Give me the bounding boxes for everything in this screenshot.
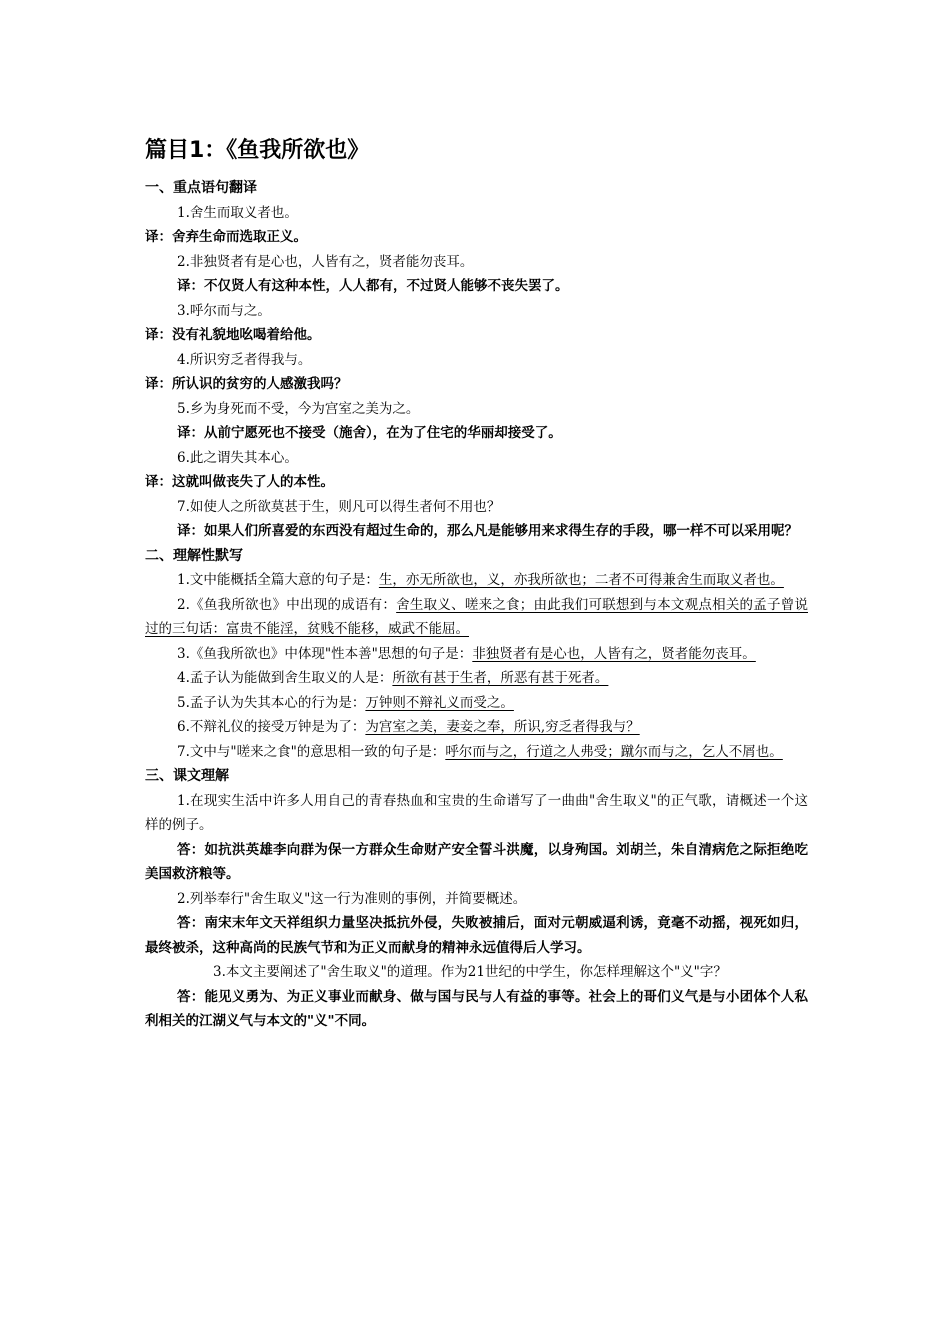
understanding-question: 2.列举奉行"舍生取义"这一行为准则的事例，并简要概述。 xyxy=(177,890,527,907)
document-page xyxy=(145,136,808,1034)
recitation-answer: 万钟则不辩礼义而受之。 xyxy=(365,694,514,711)
recitation-answer: 生，亦无所欲也，义，亦我所欲也；二者不可得兼舍生而取义者也。 xyxy=(378,572,784,588)
translation-question: 2.非独贤者有是心也，人皆有之，贤者能勿丧耳。 xyxy=(177,253,474,270)
translation-answer: 译：所认识的贫穷的人感激我吗？ xyxy=(145,376,348,392)
recitation-question: 2.《鱼我所欲也》中出现的成语有： xyxy=(177,596,397,613)
recitation-item xyxy=(145,593,808,642)
translation-answer: 译：舍弃生命而选取正义。 xyxy=(145,229,307,245)
page-title: 篇目1：《鱼我所欲也》 xyxy=(145,138,370,163)
recitation-item xyxy=(145,691,808,716)
understanding-answer: 答：能见义勇为、为正义事业而献身、做与国与民与人有益的事等。社会上的哥们义气是与小团体个人私利相关的江湖义气与本文的"义"不同。 xyxy=(145,988,808,1029)
recitation-answer: 所欲有甚于生者，所恶有甚于死者。 xyxy=(392,670,609,686)
translation-answer: 译：不仅贤人有这种本性，人人都有，不过贤人能够不丧失罢了。 xyxy=(177,278,569,294)
section-heading-translation: 一、重点语句翻译 xyxy=(145,180,257,196)
recitation-question: 7.文中与"嗟来之食"的意思相一致的句子是： xyxy=(177,743,446,760)
translation-question: 7.如使人之所欲莫甚于生，则凡可以得生者何不用也？ xyxy=(177,498,501,515)
translation-answer: 译：如果人们所喜爱的东西没有超过生命的，那么凡是能够用来求得生存的手段，哪一样不可以采用呢？ xyxy=(177,523,798,539)
recitation-question: 4.孟子认为能做到舍生取义的人是： xyxy=(177,670,393,686)
section-heading-recitation: 二、理解性默写 xyxy=(145,547,243,564)
understanding-question: 3.本文主要阐述了"舍生取义"的道理。作为21世纪的中学生，你怎样理解这个"义"字？ xyxy=(213,964,727,980)
understanding-answer: 答：如抗洪英雄李向群为保一方群众生命财产安全誓斗洪魔，以身殉国。刘胡兰，朱自清病危之际拒绝吃美国救济粮等。 xyxy=(145,841,808,882)
recitation-question: 6.不辩礼仪的接受万钟是为了： xyxy=(177,719,366,735)
section-heading-understanding: 三、课文理解 xyxy=(145,768,229,784)
translation-question: 5.乡为身死而不受，今为宫室之美为之。 xyxy=(177,400,420,417)
translation-answer: 译：这就叫做丧失了人的本性。 xyxy=(145,474,334,490)
recitation-item xyxy=(145,666,808,691)
recitation-question: 3.《鱼我所欲也》中体现"性本善"思想的句子是： xyxy=(177,645,473,662)
recitation-answer: 舍生取义、嗟来之食；由此我们可联想到与本文观点相关的孟子曾说过的三句话：富贵不能淫，贫贱不能移，威武不能屈。 xyxy=(145,596,808,637)
translation-question: 1.舍生而取义者也。 xyxy=(177,204,298,221)
recitation-item xyxy=(145,642,808,667)
recitation-item xyxy=(145,568,808,593)
understanding-answer: 答：南宋末年文天祥组织力量坚决抵抗外侵，失败被捕后，面对元朝威逼利诱，竟毫不动摇，视死如归，最终被杀，这种高尚的民族气节和为正义而献身的精神永远值得后人学习。 xyxy=(145,915,808,956)
recitation-answer: 为宫室之美，妻妾之奉，所识,穷乏者得我与？ xyxy=(365,719,640,735)
translation-answer: 译：没有礼貌地吆喝着给他。 xyxy=(145,327,321,343)
translation-answer: 译：从前宁愿死也不接受（施舍），在为了住宅的华丽却接受了。 xyxy=(177,425,562,441)
recitation-answer: 呼尔而与之，行道之人弗受；蹴尔而与之，乞人不屑也。 xyxy=(445,743,783,760)
understanding-question: 1.在现实生活中许多人用自己的青春热血和宝贵的生命谱写了一曲曲"舍生取义"的正气歌，请概述一个这样的例子。 xyxy=(145,792,808,833)
recitation-item xyxy=(145,715,808,740)
translation-question: 4.所识穷乏者得我与。 xyxy=(177,351,312,368)
recitation-answer: 非独贤者有是心也，人皆有之，贤者能勿丧耳。 xyxy=(472,645,756,662)
recitation-question: 5.孟子认为失其本心的行为是： xyxy=(177,694,366,711)
recitation-item xyxy=(145,740,808,765)
translation-question: 3.呼尔而与之。 xyxy=(177,302,271,319)
translation-question: 6.此之谓失其本心。 xyxy=(177,449,298,466)
recitation-question: 1.文中能概括全篇大意的句子是： xyxy=(177,572,379,588)
